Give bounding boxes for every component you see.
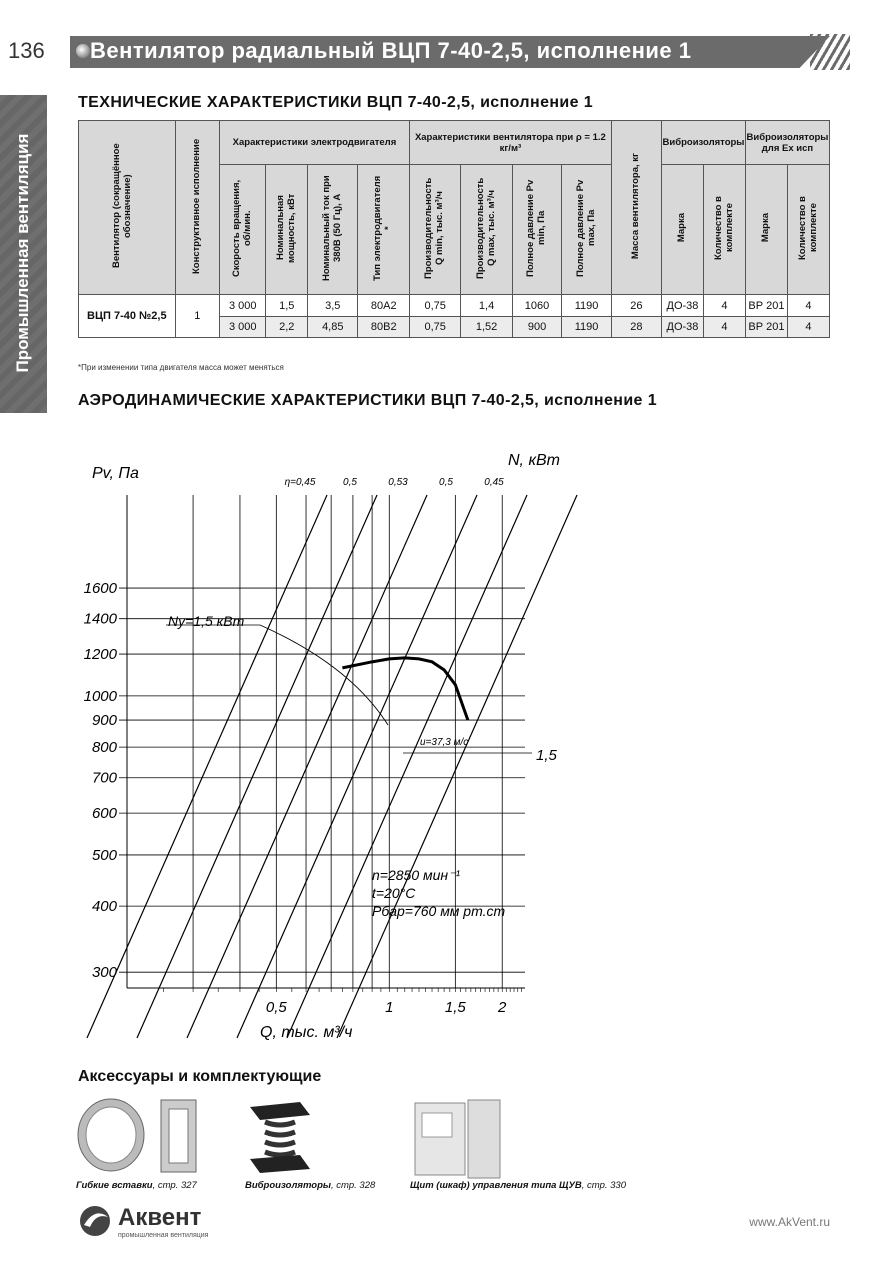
th-exec: Конструктивное исполнение (175, 121, 219, 295)
vibration-isolator-image (245, 1097, 315, 1177)
side-tab-label: Промышленная вентиляция (13, 133, 32, 373)
cell: 80B2 (358, 317, 409, 338)
th-qmin: Производительность Q min, тыс. м³/ч (409, 165, 460, 295)
tech-section-title: ТЕХНИЧЕСКИЕ ХАРАКТЕРИСТИКИ ВЦП 7-40-2,5, исполнение 1 (78, 94, 594, 111)
control-cabinet-image (410, 1098, 505, 1180)
fan-name-cell: ВЦП 7-40 №2,5 (79, 295, 176, 338)
y-tick-label: 900 (91, 712, 117, 730)
y-tick-label: 1400 (83, 610, 117, 628)
th-qmax: Производительность Q max, тыс. м³/ч (461, 165, 512, 295)
th-qty: Количество в комплекте (703, 165, 745, 295)
brand-name: Аквент (118, 1204, 202, 1231)
th-fan-group: Характеристики вентилятора при ρ = 1.2 кг/м³ (409, 121, 611, 165)
power-line (337, 495, 577, 1038)
acc-item-flex[interactable]: Гибкие вставки, стр. 327 (76, 1180, 197, 1191)
cell: 1190 (562, 317, 611, 338)
cell: 1060 (512, 295, 562, 317)
cell: ДО-38 (661, 295, 703, 317)
cell: ДО-38 (661, 317, 703, 338)
power-line (287, 495, 527, 1038)
x-tick-label: 0,5 (265, 999, 287, 1016)
th-power: Номинальная мощность, кВт (266, 165, 308, 295)
x-tick-label: 1 (385, 999, 394, 1016)
cell: 4 (787, 295, 829, 317)
cell: 26 (611, 295, 661, 317)
th-qty-ex: Количество в комплекте (787, 165, 829, 295)
accessories-title: Аксессуары и комплектующие (78, 1068, 322, 1085)
cell: 1190 (562, 295, 611, 317)
spec-table (78, 120, 830, 338)
th-motor-group: Характеристики электродвигателя (219, 121, 409, 165)
note-temp: t=20°C (372, 885, 416, 901)
eta-label: η=0,45 (284, 477, 316, 488)
th-speed: Скорость вращения, об/мин. (219, 165, 266, 295)
y-tick-label: 1000 (83, 687, 117, 705)
th-vib-ex-group: Виброизоляторы для Ex исп (745, 121, 829, 165)
website[interactable]: www.AkVent.ru (749, 1215, 830, 1229)
page-number: 136 (8, 38, 45, 63)
power-label: Nу=1,5 кВт (168, 613, 245, 629)
cell: 4 (703, 295, 745, 317)
y-tick-label: 600 (91, 805, 117, 823)
power-line (137, 495, 377, 1038)
y-tick-label: 1200 (83, 646, 117, 664)
table-row (79, 295, 830, 317)
flex-insert-image (76, 1095, 206, 1175)
eta-label: 0,53 (388, 477, 408, 488)
th-current: Номинальный ток при 380В (50 Гц), А (308, 165, 358, 295)
note-pressure: Рбар=760 мм рт.ст (372, 903, 506, 919)
cell: 2,2 (266, 317, 308, 338)
power-line (237, 495, 477, 1038)
performance-curve (342, 658, 467, 720)
speed-label: u=37,3 м/с (420, 737, 469, 748)
stripes-decoration (810, 34, 850, 70)
footnote: *При изменении типа двигателя масса может меняться (78, 363, 284, 372)
y-tick-label: 400 (91, 898, 117, 916)
cell: 80A2 (358, 295, 409, 317)
page-title: Вентилятор радиальный ВЦП 7-40-2,5, исполнение 1 (90, 38, 692, 63)
th-pvmax: Полное давление Pv max, Па (562, 165, 611, 295)
cell: 1,4 (461, 295, 512, 317)
y-tick-label: 1600 (83, 580, 117, 598)
n-axis-label: N, кВт (508, 452, 560, 469)
cell: ВР 201 (745, 295, 787, 317)
note-speed: n=2850 мин⁻¹ (372, 867, 461, 883)
y-tick-label: 800 (91, 739, 117, 757)
th-motor-type: Тип электродвигателя * (358, 165, 409, 295)
cell: 0,75 (409, 295, 460, 317)
y-tick-label: 300 (91, 964, 117, 982)
acc-item-isolators[interactable]: Виброизоляторы, стр. 328 (245, 1180, 376, 1191)
power-line (187, 495, 427, 1038)
cell: 900 (512, 317, 562, 338)
aero-chart (70, 440, 590, 1060)
brand-subtitle: промышленная вентиляция (118, 1232, 209, 1239)
power-value-label: 1,5 (536, 747, 557, 764)
eta-label: 0,5 (439, 477, 453, 488)
th-pvmin: Полное давление Pv min, Па (512, 165, 562, 295)
cell: 1,52 (461, 317, 512, 338)
th-fan: Вентилятор (сокращённое обозначение) (79, 121, 176, 295)
cell: 4 (787, 317, 829, 338)
cell: 3 000 (219, 295, 266, 317)
power-boundary-curve (260, 625, 388, 725)
th-brand: Марка (661, 165, 703, 295)
aero-section-title: АЭРОДИНАМИЧЕСКИЕ ХАРАКТЕРИСТИКИ ВЦП 7-40-2,5, исполнение 1 (78, 392, 658, 409)
acc-item-cabinet[interactable]: Щит (шкаф) управления типа ЩУВ, стр. 330 (410, 1180, 626, 1191)
bullet-icon (76, 44, 90, 58)
th-brand-ex: Марка (745, 165, 787, 295)
cell: ВР 201 (745, 317, 787, 338)
cell: 4 (703, 317, 745, 338)
x-tick-label: 2 (498, 999, 507, 1016)
cell: 4,85 (308, 317, 358, 338)
x-tick-label: 1,5 (444, 999, 466, 1016)
exec-cell: 1 (175, 295, 219, 338)
y-tick-label: 700 (91, 769, 117, 787)
eta-label: 0,45 (484, 477, 504, 488)
th-mass: Масса вентилятора, кг (611, 121, 661, 295)
cell: 1,5 (266, 295, 308, 317)
cell: 28 (611, 317, 661, 338)
cell: 3 000 (219, 317, 266, 338)
cell: 3,5 (308, 295, 358, 317)
y-axis-label: Pv, Па (92, 465, 139, 482)
y-tick-label: 500 (91, 846, 117, 864)
th-vib-group: Виброизоляторы (661, 121, 745, 165)
x-axis-label: Q, тыс. м³/ч (260, 1024, 353, 1041)
logo-icon (78, 1205, 114, 1237)
eta-label: 0,5 (343, 477, 357, 488)
cell: 0,75 (409, 317, 460, 338)
power-line (87, 495, 327, 1038)
